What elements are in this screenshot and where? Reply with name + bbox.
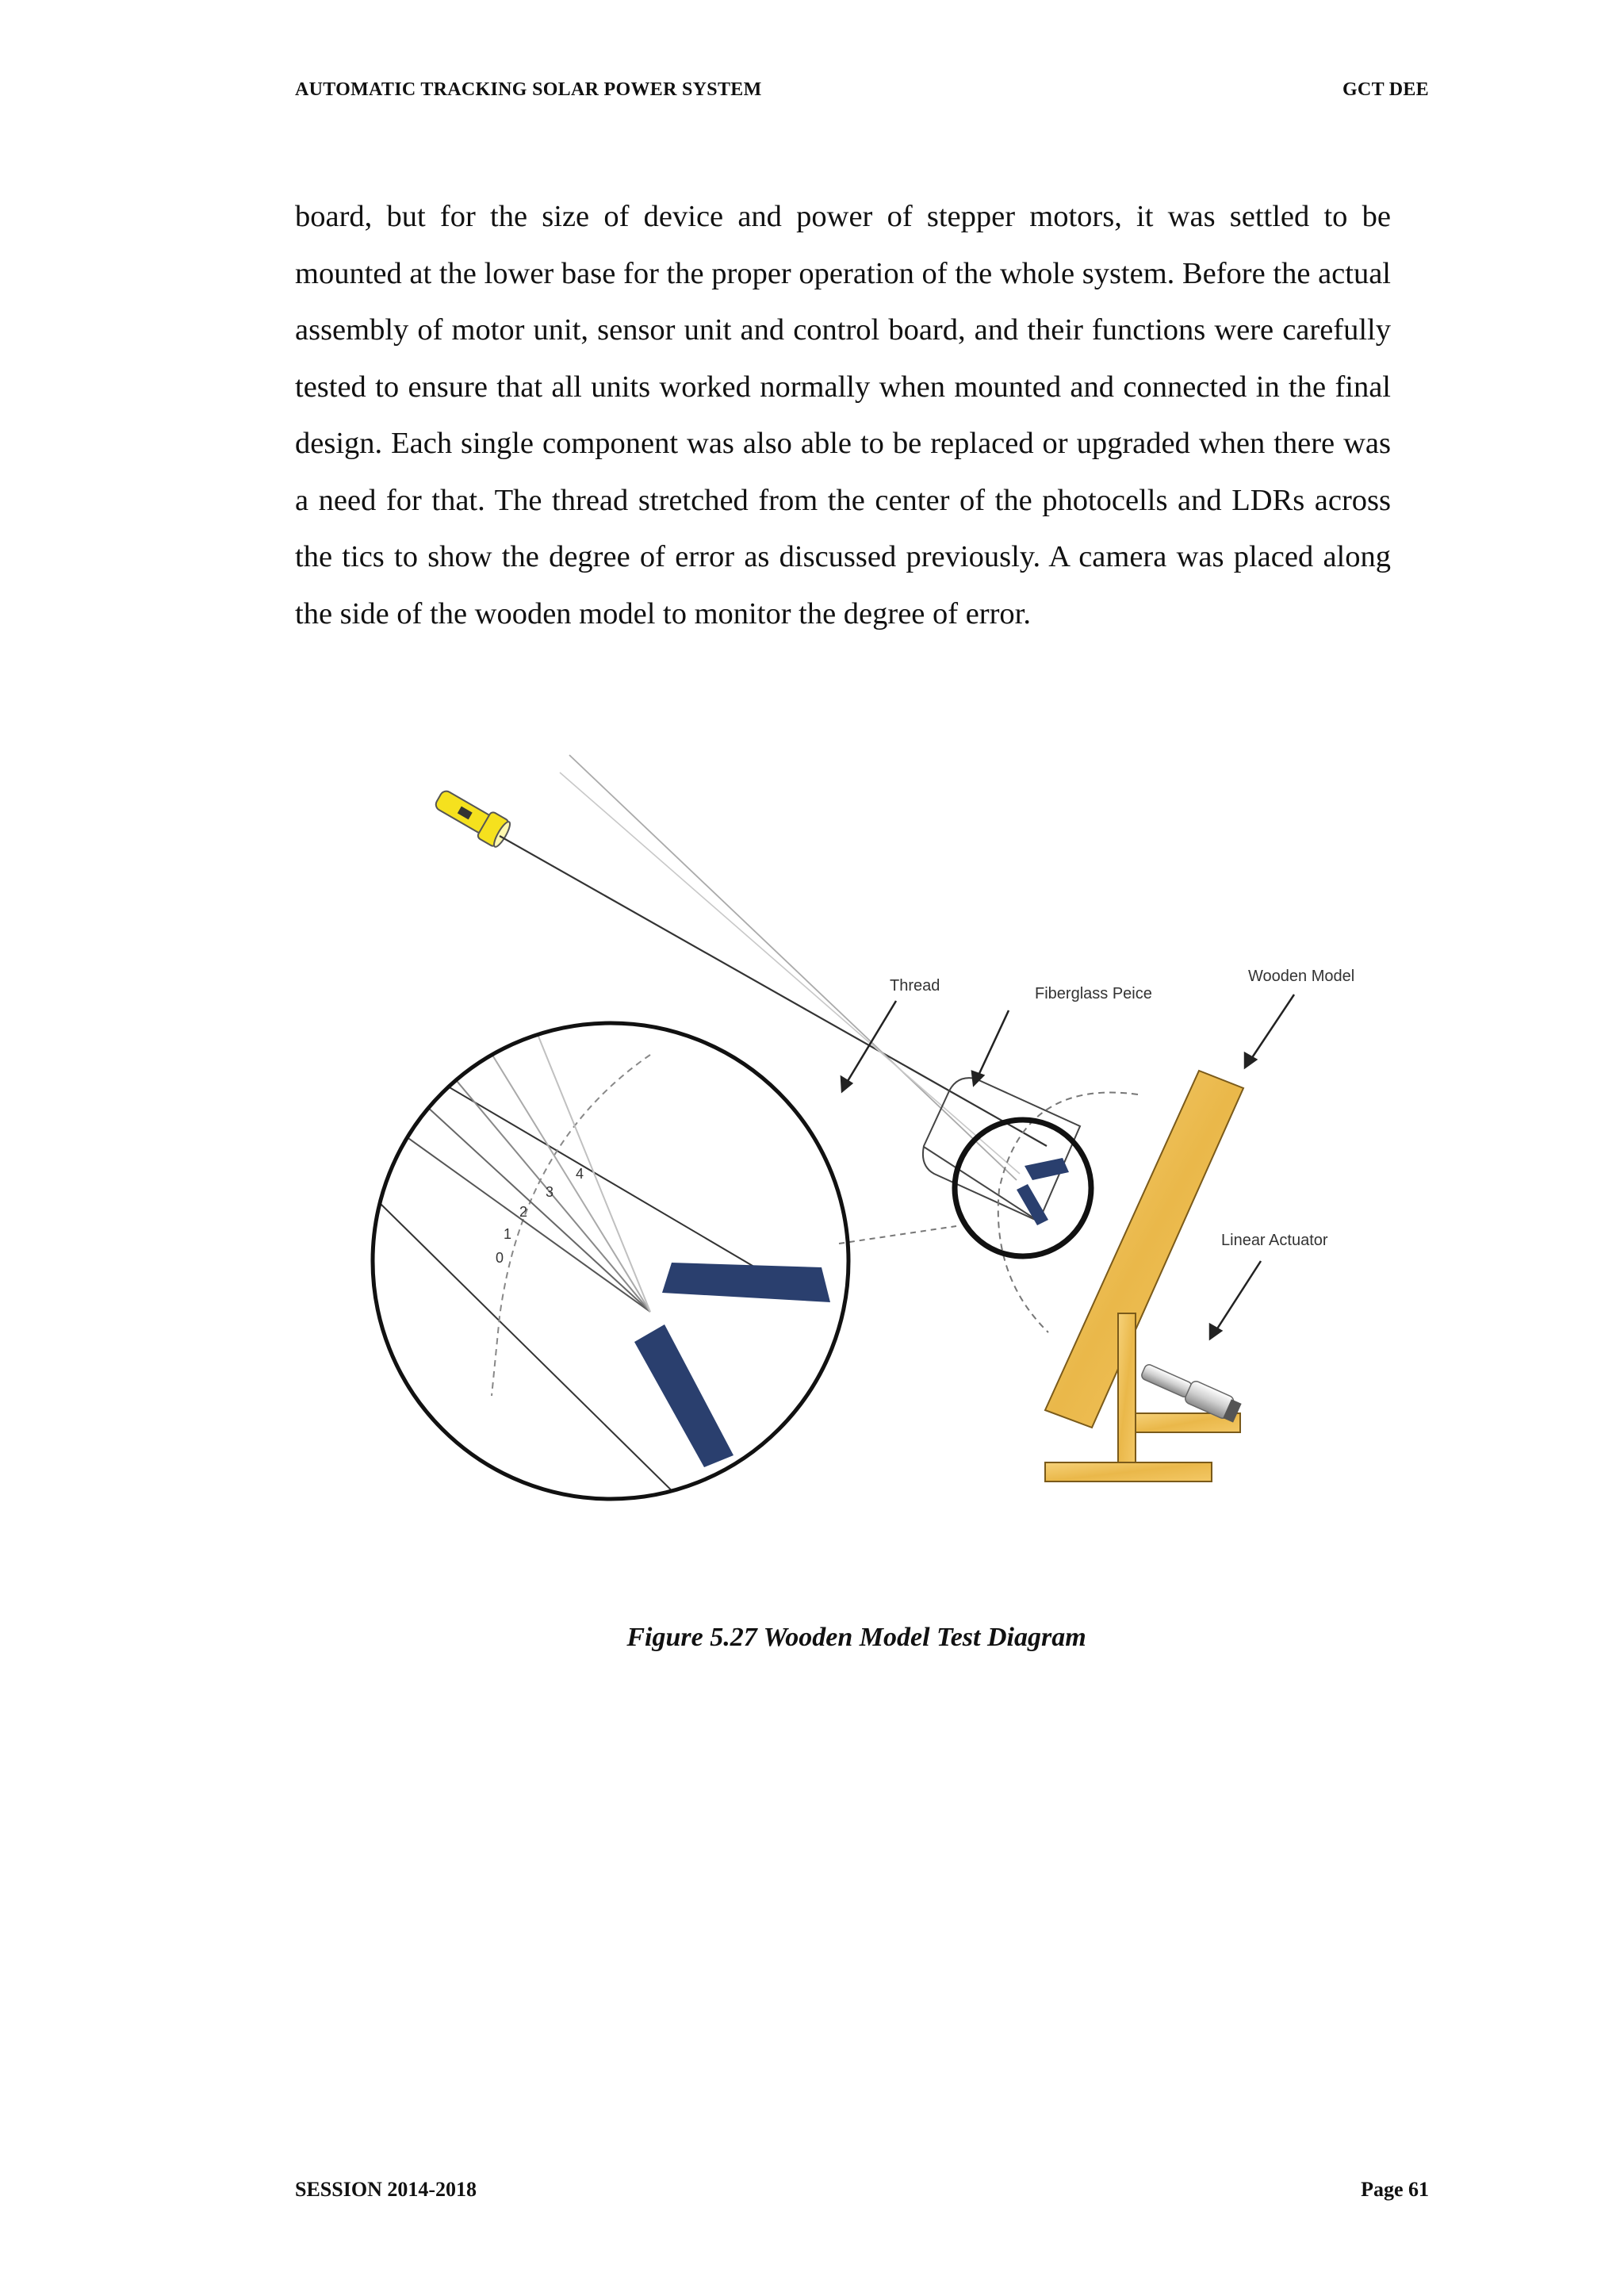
flashlight-icon: [431, 785, 513, 849]
wooden-model-test-diagram: [365, 746, 1396, 1586]
tick-label-1: 1: [504, 1226, 512, 1242]
running-header-dept: GCT DEE: [1342, 79, 1429, 100]
running-header-title: AUTOMATIC TRACKING SOLAR POWER SYSTEM: [295, 79, 762, 100]
fiberglass-enclosure: [923, 1078, 1080, 1221]
footer-session: SESSION 2014-2018: [295, 2178, 477, 2201]
wooden-model: [1045, 1071, 1243, 1481]
tick-label-3: 3: [546, 1184, 554, 1200]
sensor-panel-small-a: [1025, 1158, 1069, 1180]
tick-label-4: 4: [576, 1166, 584, 1182]
tick-label-2: 2: [519, 1204, 528, 1220]
label-fiberglass-peice: Fiberglass Peice: [1035, 985, 1152, 1002]
sensor-panel-large-b: [634, 1324, 733, 1467]
label-linear-actuator: Linear Actuator: [1221, 1232, 1328, 1249]
body-paragraph: board, but for the size of device and power of stepper motors, it was settled to be mounted at the lower base for the proper operation of the whole system. Before the actual assembly of motor unit, sensor unit and control board, and their functions were carefully tested to ensure that all units worked normally when mounted and connected in the final design. Each single component was also able to be replaced or upgraded when there was a need for that. The thread stretched from the center of the photocells and LDRs across the tics to show the degree of error as discussed previously. A camera was placed along the side of the wooden model to monitor the degree of error.: [295, 200, 1391, 631]
sensor-panel-large-a: [662, 1263, 830, 1302]
label-thread: Thread: [890, 977, 940, 995]
label-arrows: [841, 995, 1294, 1339]
figure-caption: Figure 5.27 Wooden Model Test Diagram: [626, 1623, 1086, 1652]
footer-page-number: Page 61: [1361, 2178, 1429, 2201]
label-wooden-model: Wooden Model: [1248, 968, 1355, 985]
tick-label-0: 0: [496, 1250, 504, 1266]
